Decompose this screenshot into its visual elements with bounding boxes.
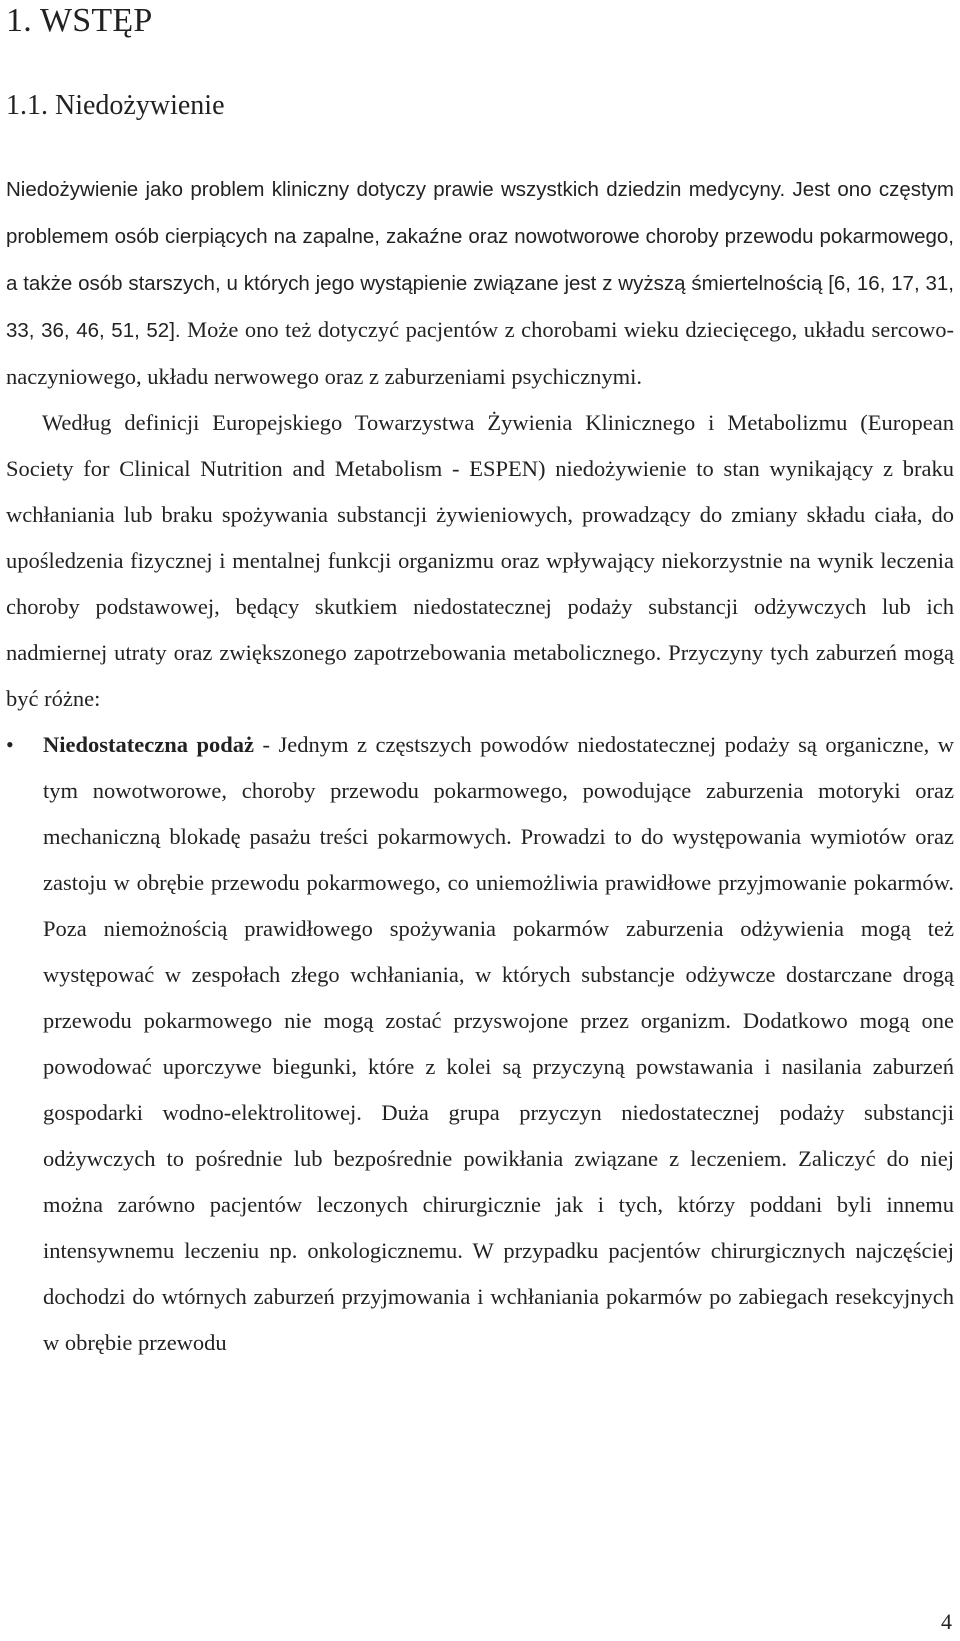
list-item-term: Niedostateczna podaż [43, 732, 254, 757]
causes-list [6, 722, 954, 1366]
chapter-heading: 1. WSTĘP [6, 2, 153, 39]
bullet-icon: • [6, 732, 14, 757]
body-text [6, 166, 954, 1366]
paragraph-1-serif-text: Może ono też dotyczyć pacjentów z chorobami wieku dziecięcego, układu sercowo-naczyniowego, układu nerwowego oraz z zaburzeniami psychicznymi. [6, 317, 954, 389]
list-item-text: - Jednym z częstszych powodów niedostatecznej podaży są organiczne, w tym nowotworowe, choroby przewodu pokarmowego, powodujące zaburzenia motoryki oraz mechaniczną blokadę pasażu treści pokarmowych. Prowadzi to do występowania wymiotów oraz zastoju w obrębie przewodu pokarmowego, co uniemożliwia prawidłowe przyjmowanie pokarmów. Poza niemożnością prawidłowego spożywania pokarmów zaburzenia odżywienia mogą też występować w zespołach złego wchłaniania, w których substancje odżywcze dostarczane drogą przewodu pokarmowego nie mogą zostać przyswojone przez organizm. Dodatkowo mogą one powodować uporczywe biegunki, które z kolei są przyczyną powstawania i nasilania zaburzeń gospodarki wodno-elektrolitowej. Duża grupa przyczyn niedostatecznej podaży substancji odżywczych to pośrednie lub bezpośrednie powikłania związane z leczeniem. Zaliczyć do niej można zarówno pacjentów leczonych chirurgicznie jak i tych, którzy poddani byli innemu intensywnemu leczeniu np. onkologicznemu. W przypadku pacjentów chirurgicznych najczęściej dochodzi do wtórnych zaburzeń przyjmowania i wchłaniania pokarmów po zabiegach resekcyjnych w obrębie przewodu [43, 732, 954, 1355]
paragraph-2: Według definicji Europejskiego Towarzystwa Żywienia Klinicznego i Metabolizmu (European Society for Clinical Nutrition and Metabolism - ESPEN) niedożywienie to stan wynikający z braku wchłaniania lub braku spożywania substancji żywieniowych, prowadzący do zmiany składu ciała, do upośledzenia fizycznej i mentalnej funkcji organizmu oraz wpływający niekorzystnie na wynik leczenia choroby podstawowej, będący skutkiem niedostatecznej podaży substancji odżywczych lub ich nadmiernej utraty oraz zwiększonego zapotrzebowania metabolicznego. Przyczyny tych zaburzeń mogą być różne: [6, 410, 954, 711]
paragraph-1 [6, 166, 954, 400]
section-heading: 1.1. Niedożywienie [6, 90, 225, 121]
list-item [6, 722, 954, 1366]
page-number: 4 [941, 1609, 952, 1634]
paragraph-1-sans-text: Niedożywienie jako problem kliniczny dotyczy prawie wszystkich dziedzin medycyny. Jest ono częstym problemem osób cierpiących na zapalne, zakaźne oraz nowotworowe choroby przewodu pokarmowego, a także osób starszych, u których jego wystąpienie związane jest z wyższą śmiertelnością [6, 16, 17, 31, 33, 36, 46, 51, 52]. [6, 178, 954, 342]
